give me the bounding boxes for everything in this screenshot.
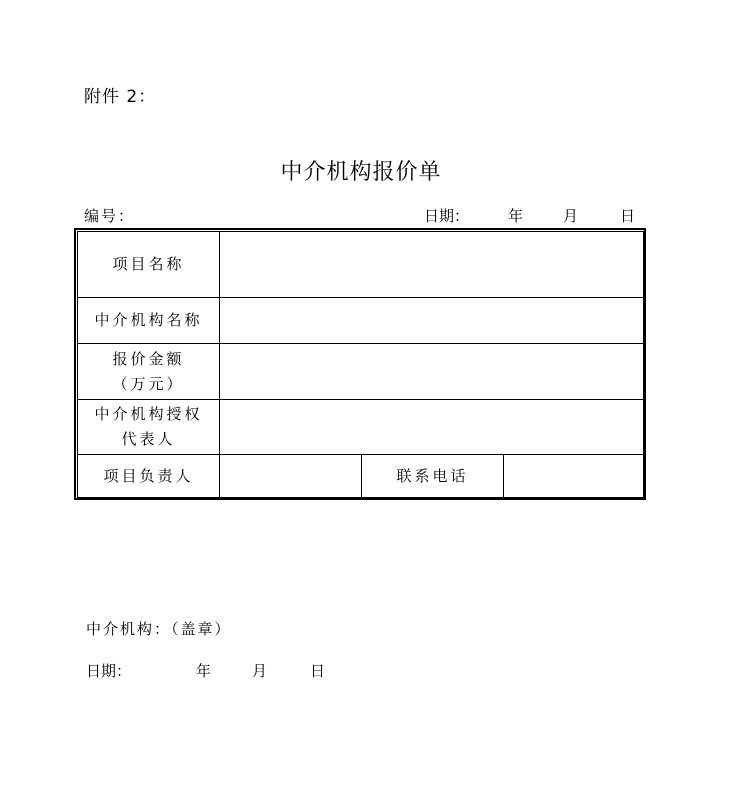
agency-name-label: 中介机构名称 (78, 298, 220, 344)
representative-label (78, 400, 220, 455)
attachment-label: 附件 2： (84, 87, 157, 107)
table-row (78, 455, 644, 498)
header-date-month: 月 (563, 207, 579, 225)
quotation-table (77, 231, 644, 498)
representative-field[interactable] (220, 400, 644, 455)
header-date-year: 年 (508, 207, 524, 225)
quote-amount-label (78, 344, 220, 400)
representative-label-line1: 中介机构授权 (94, 405, 203, 423)
quotation-form (74, 228, 646, 500)
project-lead-label: 项目负责人 (78, 455, 220, 498)
quote-amount-field[interactable] (220, 344, 644, 400)
header-date-label: 日期： (424, 207, 470, 225)
table-row (78, 232, 644, 298)
representative-label-line2: 代表人 (121, 430, 176, 448)
table-row (78, 298, 644, 344)
page-title: 中介机构报价单 (280, 160, 442, 185)
footer-date-label: 日期： (86, 662, 132, 680)
contact-phone-label: 联系电话 (362, 455, 504, 498)
agency-name-field[interactable] (220, 298, 644, 344)
number-label: 编号： (84, 207, 136, 225)
project-name-label: 项目名称 (78, 232, 220, 298)
header-date-day: 日 (620, 207, 636, 225)
footer-date-month: 月 (252, 662, 268, 680)
table-row (78, 400, 644, 455)
footer-date-year: 年 (196, 662, 212, 680)
footer-date-day: 日 (310, 662, 326, 680)
project-lead-field[interactable] (220, 455, 362, 498)
table-row (78, 344, 644, 400)
quote-amount-label-line2: （万元） (112, 374, 185, 393)
contact-phone-field[interactable] (504, 455, 644, 498)
agency-seal-label: 中介机构：（盖章） (86, 620, 232, 638)
quote-amount-label-line1: 报价金额 (112, 349, 185, 368)
project-name-field[interactable] (220, 232, 644, 298)
